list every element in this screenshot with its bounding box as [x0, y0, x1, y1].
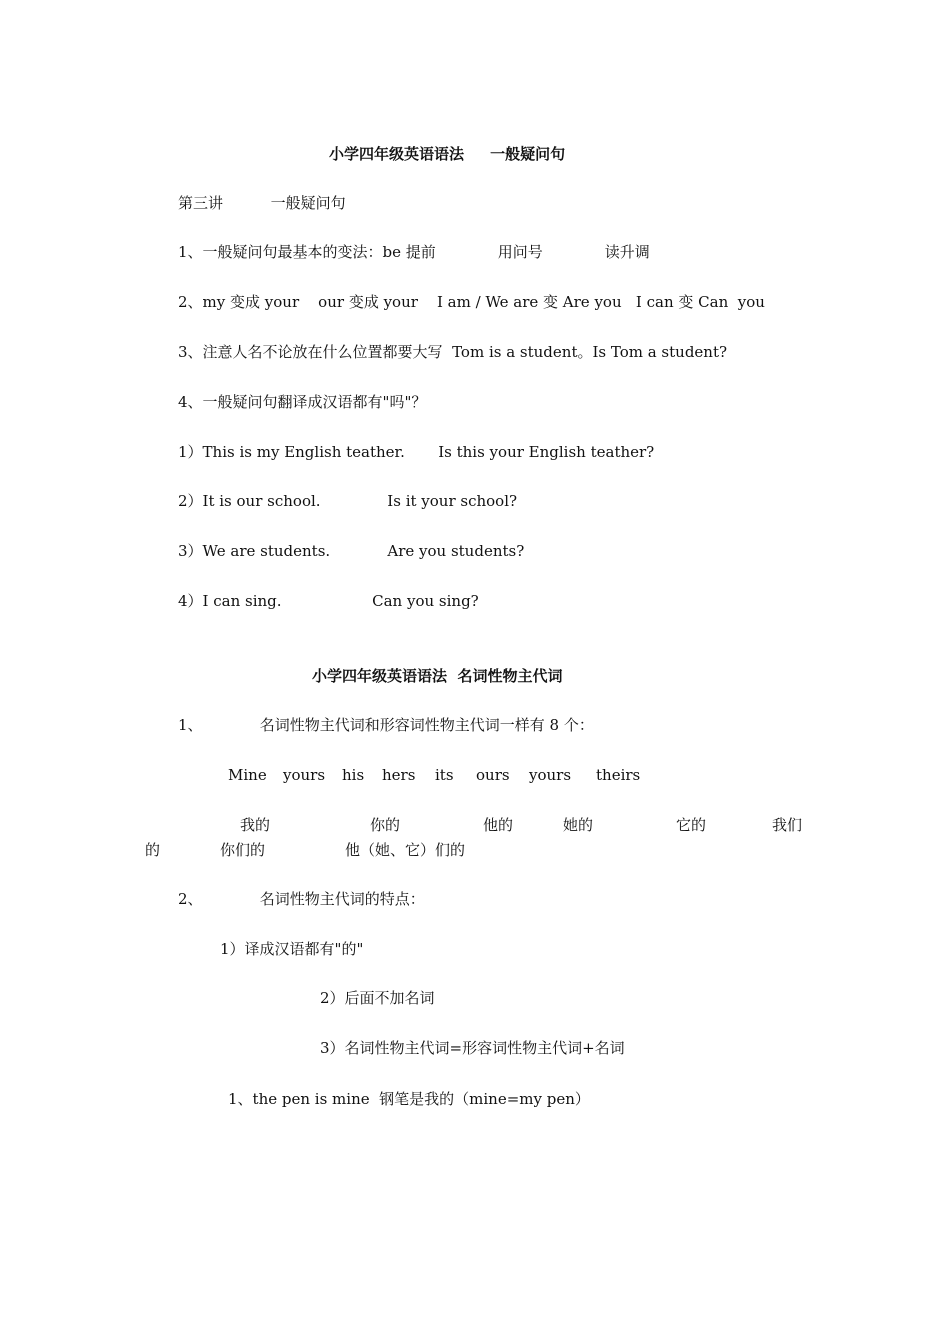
pronoun-item: hers [382, 766, 416, 784]
example-2: 2）It is our school. Is it your school? [178, 492, 518, 510]
meaning-item: 我的 [240, 816, 271, 834]
rule-4: 4、一般疑问句翻译成汉语都有"吗"？ [178, 393, 427, 411]
pronoun-item: theirs [596, 766, 641, 784]
meaning-item: 他（她、它）们的 [345, 841, 466, 859]
pronoun-item: Mine [228, 766, 267, 784]
pronoun-item: ours [476, 766, 510, 784]
lecture-heading: 第三讲 一般疑问句 [178, 194, 346, 212]
section2-title: 小学四年级英语语法 名词性物主代词 [312, 667, 563, 685]
rule-1: 1、一般疑问句最基本的变法：be 提前 用问号 读升调 [178, 243, 650, 261]
pronoun-item: its [435, 766, 454, 784]
meaning-item: 我们 [772, 816, 803, 834]
example-4: 4）I can sing. Can you sing? [178, 592, 479, 610]
meaning-item: 你的 [370, 816, 401, 834]
pronoun-item: his [342, 766, 365, 784]
meaning-item: 的 [145, 841, 161, 859]
feature-2: 2）后面不加名词 [320, 989, 435, 1007]
meaning-item: 你们的 [220, 841, 266, 859]
meaning-item: 它的 [676, 816, 707, 834]
point-2: 2、 名词性物主代词的特点： [178, 890, 425, 908]
example-1: 1）This is my English teather. Is this your English teather? [178, 443, 655, 461]
example-3: 3）We are students. Are you students? [178, 542, 525, 560]
pronoun-item: yours [529, 766, 572, 784]
rule-2: 2、my 变成 your our 变成 your I am / We are 变 Are you I can 变 Can you [178, 293, 765, 311]
pronoun-item: yours [283, 766, 326, 784]
feature-1: 1）译成汉语都有"的" [220, 940, 364, 958]
point-1: 1、 名词性物主代词和形容词性物主代词一样有 8 个： [178, 716, 594, 734]
usage-example: 1、the pen is mine 钢笔是我的（mine=my pen） [228, 1090, 590, 1108]
meaning-item: 她的 [563, 816, 594, 834]
meaning-item: 他的 [483, 816, 514, 834]
feature-3: 3）名词性物主代词=形容词性物主代词+名词 [320, 1039, 625, 1057]
section1-title: 小学四年级英语语法 一般疑问句 [329, 145, 566, 163]
rule-3: 3、注意人名不论放在什么位置都要大写 Tom is a student。Is Tom a student? [178, 343, 728, 361]
